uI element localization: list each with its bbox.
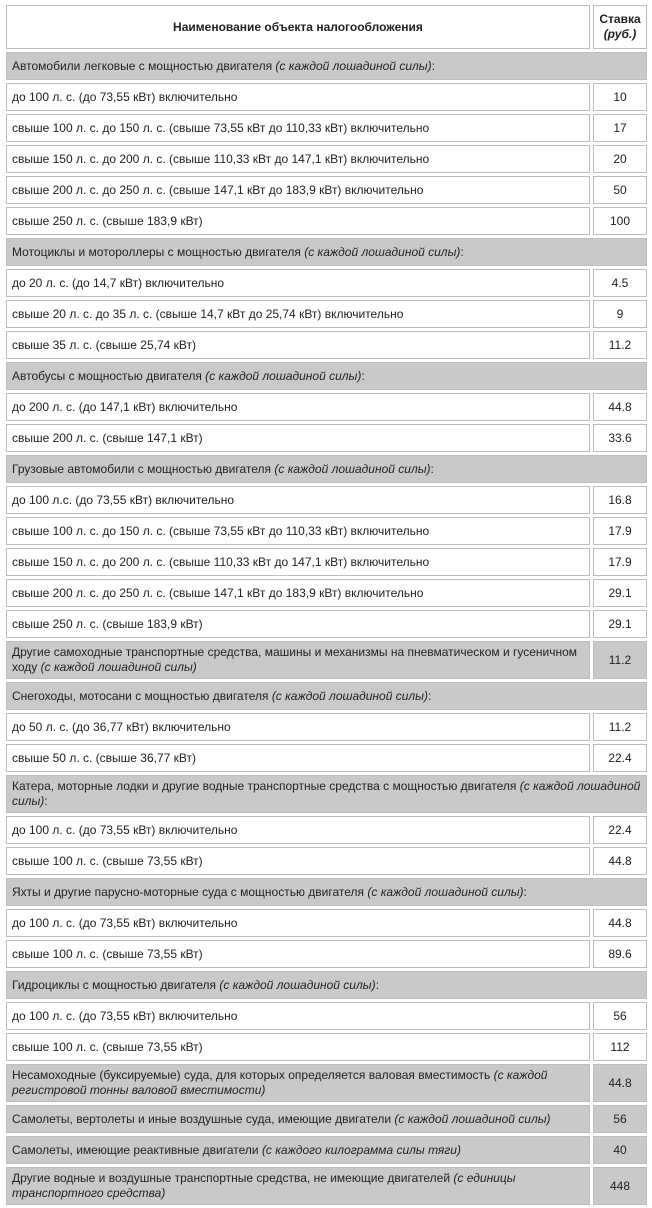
- object-name-cell: [6, 1136, 590, 1164]
- unit-note: (с каждой лошадиной силы): [367, 884, 524, 899]
- object-name-cell: [6, 145, 590, 173]
- object-name: до 100 л. с. (до 73,55 кВт) включительно: [12, 1008, 238, 1023]
- category-row: [6, 641, 647, 679]
- object-name: свыше 150 л. с. до 200 л. с. (свыше 110,33 кВт до 147,1 кВт) включительно: [12, 151, 430, 166]
- object-name-cell: [6, 331, 590, 359]
- object-name: свыше 100 л. с. (свыше 73,55 кВт): [12, 853, 203, 868]
- label-colon: :: [523, 884, 527, 899]
- object-name: Самолеты, имеющие реактивные двигатели: [12, 1142, 262, 1157]
- rate-value: 20: [593, 145, 647, 173]
- category-row: [6, 1136, 647, 1164]
- object-name-cell: [6, 114, 590, 142]
- object-name: свыше 100 л. с. (свыше 73,55 кВт): [12, 1039, 203, 1054]
- object-name: свыше 200 л. с. до 250 л. с. (свыше 147,1 кВт до 183,9 кВт) включительно: [12, 182, 424, 197]
- header-rate-label: Ставка: [599, 12, 641, 26]
- object-name-cell: [6, 610, 590, 638]
- table-row: [6, 424, 647, 452]
- table-row: [6, 176, 647, 204]
- object-name: до 20 л. с. (до 14,7 кВт) включительно: [12, 275, 225, 290]
- object-name: Другие водные и воздушные транспортные средства, не имеющие двигателей: [12, 1171, 454, 1185]
- category-row: [6, 682, 647, 710]
- object-name: до 200 л. с. (до 147,1 кВт) включительно: [12, 399, 238, 414]
- unit-note: (с каждой лошадиной силы): [274, 461, 431, 476]
- table-row: [6, 331, 647, 359]
- object-name: свыше 250 л. с. (свыше 183,9 кВт): [12, 616, 203, 631]
- table-row: [6, 269, 647, 297]
- table-row: [6, 486, 647, 514]
- object-name: до 50 л. с. (до 36,77 кВт) включительно: [12, 719, 231, 734]
- table-row: [6, 713, 647, 741]
- table-row: [6, 579, 647, 607]
- rate-value: 22.4: [593, 816, 647, 844]
- object-name: Другие самоходные транспортные средства, машины и механизмы на пневматическом и гусеничном ходу: [12, 645, 578, 674]
- object-name: свыше 100 л. с. до 150 л. с. (свыше 73,55 кВт до 110,33 кВт) включительно: [12, 120, 430, 135]
- object-name-cell: [6, 424, 590, 452]
- object-name-cell: [6, 971, 647, 999]
- object-name: Яхты и другие парусно-моторные суда с мощностью двигателя: [12, 884, 368, 899]
- rate-value: 11.2: [593, 641, 647, 679]
- category-row: [6, 1167, 647, 1205]
- object-name-cell: [6, 393, 590, 421]
- rate-value: 22.4: [593, 744, 647, 772]
- object-name: Самолеты, вертолеты и иные воздушные суда, имеющие двигатели: [12, 1111, 395, 1126]
- rate-value: 448: [593, 1167, 647, 1205]
- label-colon: :: [428, 688, 432, 703]
- object-name: свыше 200 л. с. до 250 л. с. (свыше 147,1 кВт до 183,9 кВт) включительно: [12, 585, 424, 600]
- header-name: Наименование объекта налогообложения: [6, 5, 590, 49]
- table-row: [6, 1033, 647, 1061]
- object-name: Снегоходы, мотосани с мощностью двигателя: [12, 688, 272, 703]
- object-name: Автомобили легковые с мощностью двигателя: [12, 58, 276, 73]
- object-name: Мотоциклы и мотороллеры с мощностью двигателя: [12, 244, 305, 259]
- object-name-cell: [6, 548, 590, 576]
- header-rate-unit: (руб.): [603, 27, 637, 41]
- table-row: [6, 940, 647, 968]
- object-name-cell: [6, 713, 590, 741]
- object-name-cell: [6, 909, 590, 937]
- object-name-cell: [6, 238, 647, 266]
- unit-note: (с каждой лошадиной силы): [12, 779, 641, 808]
- category-row: [6, 775, 647, 813]
- tax-rate-table: [3, 2, 650, 1208]
- rate-value: 56: [593, 1002, 647, 1030]
- object-name: свыше 250 л. с. (свыше 183,9 кВт): [12, 213, 203, 228]
- object-name: до 100 л. с. (до 73,55 кВт) включительно: [12, 89, 238, 104]
- table-row: [6, 1002, 647, 1030]
- object-name-cell: [6, 207, 590, 235]
- object-name: свыше 200 л. с. (свыше 147,1 кВт): [12, 430, 203, 445]
- object-name: до 100 л. с. (до 73,55 кВт) включительно: [12, 822, 238, 837]
- rate-value: 10: [593, 83, 647, 111]
- header-rate: [593, 5, 647, 49]
- object-name-cell: [6, 1105, 590, 1133]
- unit-note: (с каждого килограмма силы тяги): [261, 1142, 461, 1157]
- object-name-cell: [6, 682, 647, 710]
- table-row: [6, 744, 647, 772]
- table-row: [6, 145, 647, 173]
- rate-value: 89.6: [593, 940, 647, 968]
- rate-value: 100: [593, 207, 647, 235]
- object-name-cell: [6, 83, 590, 111]
- rate-value: 11.2: [593, 331, 647, 359]
- object-name-cell: [6, 816, 590, 844]
- object-name: свыше 20 л. с. до 35 л. с. (свыше 14,7 кВт до 25,74 кВт) включительно: [12, 306, 404, 321]
- label-colon: :: [460, 244, 464, 259]
- object-name: Грузовые автомобили с мощностью двигателя: [12, 461, 275, 476]
- object-name-cell: [6, 847, 590, 875]
- object-name-cell: [6, 744, 590, 772]
- rate-value: 56: [593, 1105, 647, 1133]
- object-name-cell: [6, 940, 590, 968]
- object-name-cell: [6, 579, 590, 607]
- object-name-cell: [6, 52, 647, 80]
- unit-note: (с каждой регистровой тонны валовой вместимости): [12, 1068, 548, 1097]
- table-row: [6, 83, 647, 111]
- object-name-cell: [6, 1033, 590, 1061]
- rate-value: 4.5: [593, 269, 647, 297]
- object-name-cell: [6, 878, 647, 906]
- object-name: Автобусы с мощностью двигателя: [12, 368, 206, 383]
- table-body: [6, 52, 647, 1205]
- rate-value: 17.9: [593, 548, 647, 576]
- category-row: [6, 455, 647, 483]
- table-row: [6, 847, 647, 875]
- rate-value: 40: [593, 1136, 647, 1164]
- table-row: [6, 300, 647, 328]
- table-row: [6, 548, 647, 576]
- table-row: [6, 393, 647, 421]
- table-row: [6, 909, 647, 937]
- rate-value: 29.1: [593, 610, 647, 638]
- category-row: [6, 1105, 647, 1133]
- object-name: свыше 100 л. с. (свыше 73,55 кВт): [12, 946, 203, 961]
- unit-note: (с каждой лошадиной силы): [205, 368, 362, 383]
- object-name-cell: [6, 300, 590, 328]
- rate-value: 33.6: [593, 424, 647, 452]
- unit-note: (с единицы транспортного средства): [12, 1171, 516, 1200]
- rate-value: 16.8: [593, 486, 647, 514]
- object-name: Катера, моторные лодки и другие водные транспортные средства с мощностью двигателя: [12, 779, 520, 793]
- rate-value: 11.2: [593, 713, 647, 741]
- label-colon: :: [430, 461, 434, 476]
- category-row: [6, 971, 647, 999]
- label-colon: :: [375, 977, 379, 992]
- rate-value: 17: [593, 114, 647, 142]
- rate-value: 44.8: [593, 1064, 647, 1102]
- object-name: Несамоходные (буксируемые) суда, для которых определяется валовая вместимость: [12, 1068, 494, 1082]
- object-name-cell: [6, 176, 590, 204]
- object-name-cell: [6, 269, 590, 297]
- object-name-cell: [6, 1167, 590, 1205]
- category-row: [6, 878, 647, 906]
- object-name-cell: [6, 775, 647, 813]
- rate-value: 29.1: [593, 579, 647, 607]
- object-name-cell: [6, 362, 647, 390]
- unit-note: (с каждой лошадиной силы): [304, 244, 461, 259]
- unit-note: (с каждой лошадиной силы): [40, 660, 197, 674]
- table-row: [6, 816, 647, 844]
- rate-value: 44.8: [593, 393, 647, 421]
- table-header-row: [6, 5, 647, 49]
- object-name-cell: [6, 1064, 590, 1102]
- label-colon: :: [361, 368, 365, 383]
- object-name: свыше 100 л. с. до 150 л. с. (свыше 73,55 кВт до 110,33 кВт) включительно: [12, 523, 430, 538]
- object-name-cell: [6, 641, 590, 679]
- object-name-cell: [6, 455, 647, 483]
- unit-note: (с каждой лошадиной силы): [275, 58, 432, 73]
- label-colon: :: [431, 58, 435, 73]
- table-row: [6, 207, 647, 235]
- category-row: [6, 362, 647, 390]
- object-name: свыше 150 л. с. до 200 л. с. (свыше 110,33 кВт до 147,1 кВт) включительно: [12, 554, 430, 569]
- unit-note: (с каждой лошадиной силы): [271, 688, 428, 703]
- object-name: Гидроциклы с мощностью двигателя: [12, 977, 220, 992]
- rate-value: 9: [593, 300, 647, 328]
- object-name-cell: [6, 1002, 590, 1030]
- unit-note: (с каждой лошадиной силы): [394, 1111, 551, 1126]
- object-name: свыше 50 л. с. (свыше 36,77 кВт): [12, 750, 196, 765]
- category-row: [6, 238, 647, 266]
- rate-value: 50: [593, 176, 647, 204]
- category-row: [6, 1064, 647, 1102]
- object-name: до 100 л.с. (до 73,55 кВт) включительно: [12, 492, 235, 507]
- object-name-cell: [6, 486, 590, 514]
- object-name-cell: [6, 517, 590, 545]
- label-colon: :: [44, 794, 48, 808]
- table-row: [6, 517, 647, 545]
- rate-value: 112: [593, 1033, 647, 1061]
- rate-value: 44.8: [593, 847, 647, 875]
- object-name: свыше 35 л. с. (свыше 25,74 кВт): [12, 337, 196, 352]
- table-row: [6, 610, 647, 638]
- rate-value: 17.9: [593, 517, 647, 545]
- category-row: [6, 52, 647, 80]
- unit-note: (с каждой лошадиной силы): [219, 977, 376, 992]
- rate-value: 44.8: [593, 909, 647, 937]
- table-row: [6, 114, 647, 142]
- object-name: до 100 л. с. (до 73,55 кВт) включительно: [12, 915, 238, 930]
